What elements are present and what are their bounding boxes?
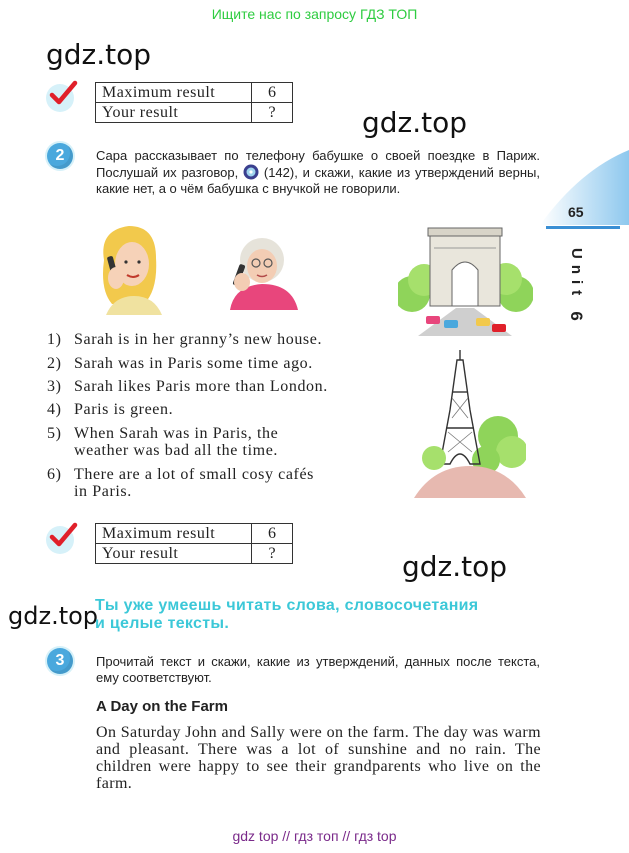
table-row — [96, 103, 293, 123]
score-value: 6 — [252, 83, 293, 103]
item-number: 3) — [47, 378, 62, 395]
top-banner[interactable]: Ищите нас по запросу ГДЗ ТОП — [211, 6, 418, 22]
story-text: On Saturday John and Sally were on the farm. The day was warm and pleasant. There was a lot of sunshine and no rain. The children were happy to see their grandparents who live on the farm. — [96, 724, 541, 792]
skill-heading — [95, 597, 545, 633]
score-table — [95, 523, 293, 564]
score-value: 6 — [252, 524, 293, 544]
item-text: There are a lot of small cosy cafés — [74, 466, 315, 483]
story-title: A Day on the Farm — [96, 698, 228, 715]
list-item — [47, 355, 407, 373]
table-row — [96, 544, 293, 564]
table-row — [96, 524, 293, 544]
item-text: When Sarah was in Paris, the — [74, 425, 279, 442]
checkmark-icon — [46, 526, 74, 554]
score-label: Your result — [96, 103, 252, 123]
item-number: 5) — [47, 425, 62, 442]
footer-links[interactable]: gdz top // гдз топ // гдз top — [232, 828, 397, 844]
unit-text: Unit — [568, 248, 585, 302]
audio-cd-icon[interactable] — [243, 164, 259, 180]
task-text-part: Сара рассказывает по телефону бабушке о своей поездке в Париж. Послушай их разговор, — [96, 148, 540, 180]
score-label: Maximum result — [96, 83, 252, 103]
list-item — [47, 331, 407, 349]
task-number-badge: 3 — [47, 648, 73, 674]
arc-de-triomphe-illustration — [398, 224, 533, 336]
score-value: ? — [252, 544, 293, 564]
granny-on-phone-illustration — [222, 230, 302, 310]
task-instruction — [96, 148, 540, 197]
task-instruction: Прочитай текст и скажи, какие из утверждений, данных после текста, ему соответствуют. — [96, 654, 540, 685]
page-divider — [546, 226, 620, 229]
score-label: Maximum result — [96, 524, 252, 544]
item-number: 2) — [47, 355, 62, 372]
score-value: ? — [252, 103, 293, 123]
page-number: 65 — [568, 204, 584, 220]
item-number: 4) — [47, 401, 62, 418]
item-number: 1) — [47, 331, 62, 348]
task-text-part: (142), и скажи, какие из утверждений верны, какие нет, а о чём бабушка с внучкой не говорили. — [96, 165, 540, 196]
score-table — [95, 82, 293, 123]
list-item — [47, 378, 407, 396]
girl-on-phone-illustration — [94, 220, 174, 315]
item-text: weather was bad all the time. — [74, 442, 278, 459]
unit-label — [566, 248, 586, 327]
watermark: gdz.top — [46, 38, 152, 71]
item-text: Sarah likes Paris more than London. — [74, 378, 328, 395]
eiffel-tower-illustration — [414, 348, 526, 498]
item-number: 6) — [47, 466, 62, 483]
item-text: Sarah is in her granny’s new house. — [74, 331, 323, 348]
item-text: Sarah was in Paris some time ago. — [74, 355, 313, 372]
item-text: in Paris. — [74, 483, 132, 500]
item-text: Paris is green. — [74, 401, 174, 418]
score-label: Your result — [96, 544, 252, 564]
task-number-badge: 2 — [47, 143, 73, 169]
watermark: gdz.top — [402, 550, 508, 583]
checkmark-icon — [46, 84, 74, 112]
table-row — [96, 83, 293, 103]
skill-heading-line: и целые тексты. — [95, 615, 230, 632]
list-item — [47, 466, 407, 502]
list-item — [47, 425, 407, 461]
watermark: gdz.top — [8, 602, 99, 630]
watermark: gdz.top — [362, 106, 468, 139]
unit-number: 6 — [567, 311, 586, 327]
list-item — [47, 401, 407, 419]
skill-heading-line: Ты уже умеешь читать слова, словосочетания — [95, 597, 479, 614]
